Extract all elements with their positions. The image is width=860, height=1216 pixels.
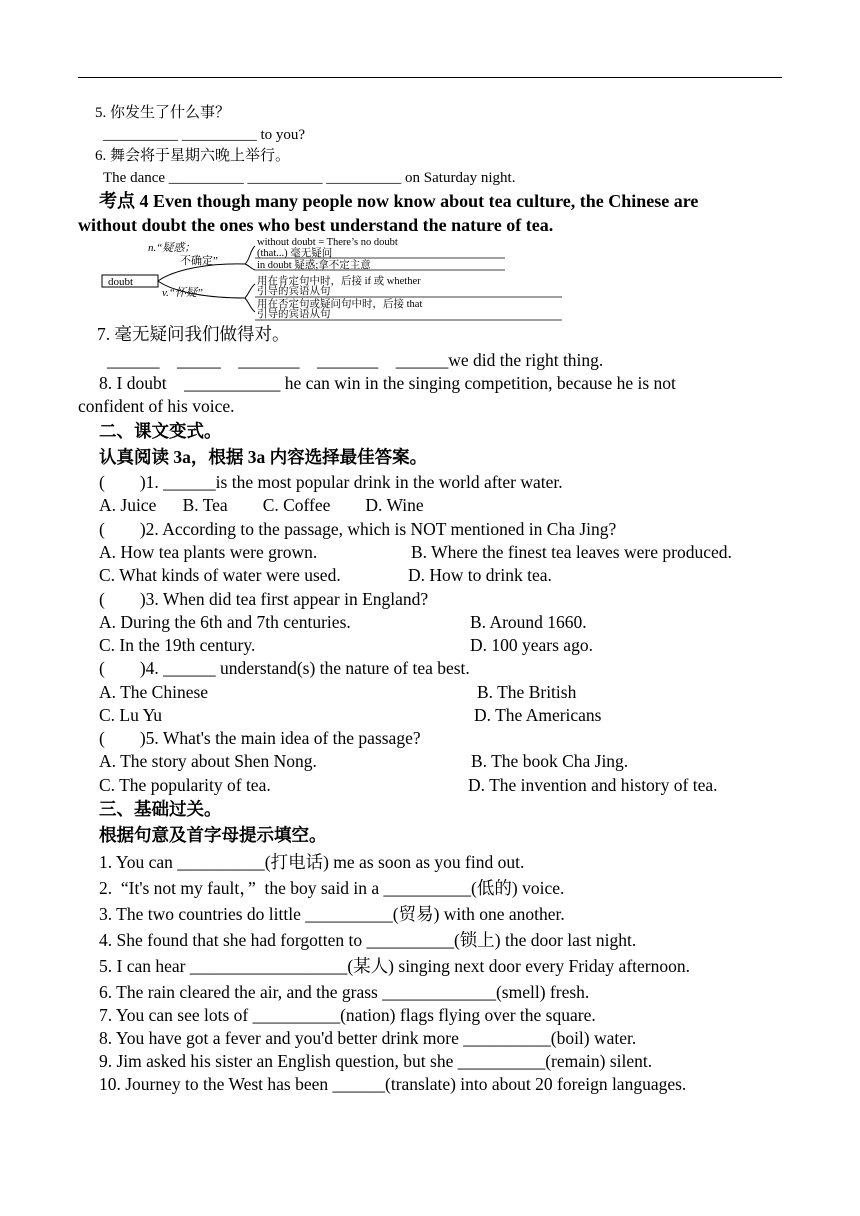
part2-instruction: 认真阅读 3a，根据 3a 内容选择最佳答案。 [99,447,428,467]
fill-item-1: 1. You can __________(打电话) me as soon as you find out. [99,852,525,872]
v-item2-line1: 用在否定句或疑问句中时，后接 that [257,299,423,310]
kaodian-4-continued: without doubt the ones who best understand the nature of tea. [78,215,554,235]
fill-item-10: 10. Journey to the West has been ______(translate) into about 20 foreign languages. [99,1074,687,1094]
fill-item-3: 3. The two countries do little __________(贸易) with one another. [99,904,565,924]
mc-q5-option-c: C. The popularity of tea. [99,775,271,795]
fill-item-9: 9. Jim asked his sister an English question, but she __________(remain) silent. [99,1051,653,1071]
mc-q4-option-a: A. The Chinese [99,682,209,702]
part3-instruction: 根据句意及首字母提示填空。 [99,825,327,845]
fill-item-5: 5. I can hear __________________(某人) singing next door every Friday afternoon. [99,956,690,976]
mc-q4-option-c: C. Lu Yu [99,705,163,725]
q8-line2: confident of his voice. [78,396,235,416]
diagram-root: doubt [108,276,134,288]
mc-q3-option-c: C. In the 19th century. [99,635,256,655]
q8-line1: 8. I doubt ___________ he can win in the singing competition, because he is not [99,373,676,393]
part2-heading: 二、课文变式。 [99,421,222,441]
v-item2-line2: 引导的宾语从句 [257,309,331,320]
n-label-line1: n.“疑惑； [148,242,196,254]
mc-q4-option-d: D. The Americans [474,705,602,725]
fill-item-7: 7. You can see lots of __________(nation) flags flying over the square. [99,1005,596,1025]
header-rule [78,77,782,78]
mc-q2-option-b: B. Where the finest tea leaves were produced. [411,542,732,562]
mc-q1-options: A. Juice B. Tea C. Coffee D. Wine [99,495,424,515]
mc-q2-option-a: A. How tea plants were grown. [99,542,318,562]
q6-blank-line: The dance __________ __________ __________ on Saturday night. [103,170,516,186]
mc-q3-option-a: A. During the 6th and 7th centuries. [99,612,351,632]
mc-q2-option-c: C. What kinds of water were used. [99,565,341,585]
kaodian-4: 考点 4 Even though many people now know about tea culture, the Chinese are [99,191,699,211]
n-item1-line2: (that...) 毫无疑问 [257,248,333,259]
fill-item-2: 2. “It's not my fault，” the boy said in a __________(低的) voice. [99,878,565,898]
fill-item-4: 4. She found that she had forgotten to __________(锁上) the door last night. [99,930,637,950]
n-item1-line1: without doubt = There’s no doubt [257,237,398,248]
v-label: v.“怀疑” [162,287,204,299]
mc-q4-stem: ( )4. ______ understand(s) the nature of tea best. [99,658,470,678]
part3-heading: 三、基础过关。 [99,799,222,819]
mc-q2-stem: ( )2. According to the passage, which is NOT mentioned in Cha Jing? [99,519,617,539]
q7-blank-line: ______ _____ _______ _______ ______we did the right thing. [107,350,604,370]
v-item1-line2: 引导的宾语从句 [257,286,331,297]
fill-item-8: 8. You have got a fever and you'd better drink more __________(boil) water. [99,1028,637,1048]
mc-q4-option-b: B. The British [477,682,577,702]
doubt-mind-map [100,236,570,322]
v-item1-line1: 用在肯定句中时，后接 if 或 whether [257,276,421,287]
mc-q5-option-a: A. The story about Shen Nong. [99,751,317,771]
n-item2: in doubt 疑惑;拿不定主意 [257,260,371,271]
mc-q3-option-b: B. Around 1660. [470,612,587,632]
mc-q2-option-d: D. How to drink tea. [408,565,552,585]
mc-q3-option-d: D. 100 years ago. [470,635,593,655]
q5-blank-line: __________ __________ to you? [103,127,306,143]
q6-label: 6. 舞会将于星期六晚上举行。 [95,148,291,164]
q5-label: 5. 你发生了什么事？ [95,105,231,121]
mc-q5-stem: ( )5. What's the main idea of the passage? [99,728,421,748]
mc-q3-stem: ( )3. When did tea first appear in England? [99,589,429,609]
fill-item-6: 6. The rain cleared the air, and the grass _____________(smell) fresh. [99,982,590,1002]
q7-label: 7. 毫无疑问我们做得对。 [97,324,290,344]
mc-q1-stem: ( )1. ______is the most popular drink in the world after water. [99,472,563,492]
mc-q5-option-b: B. The book Cha Jing. [471,751,629,771]
n-label-line2: 不确定” [180,255,218,267]
mc-q5-option-d: D. The invention and history of tea. [468,775,718,795]
